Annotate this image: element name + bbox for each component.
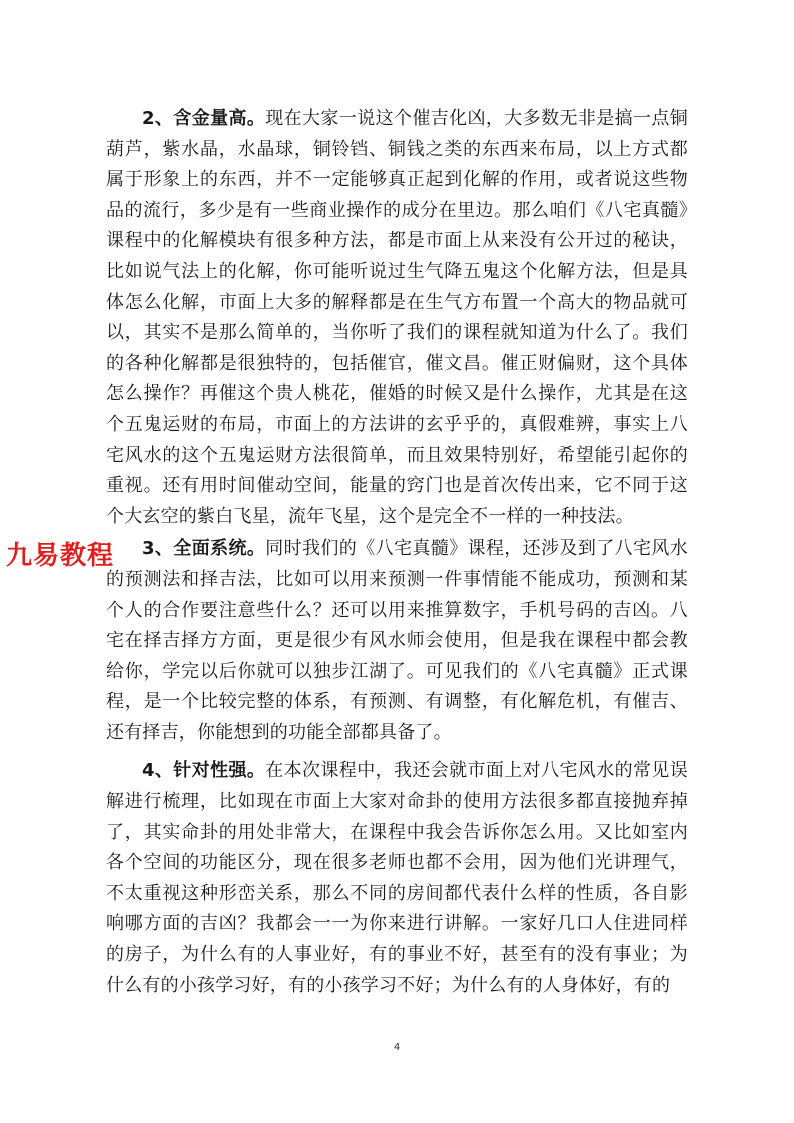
paragraph-text: 同时我们的《八宅真髓》课程，还涉及到了八宅风水的预测法和择吉法，比如可以用来预测一件事情能不能成功，预测和某个人的合作要注意些什么？还可以用来推算数字，手机号码的吉凶。八宅在择吉择方方面，更是很少有风水师会使用，但是我在课程中都会教给你，学完以后你就可以独步江湖了。可见我们的《八宅真髓》正式课程，是一个比较完整的体系，有预测、有调整，有化解危机，有催吉、还有择吉，你能想到的功能全部都具备了。 [106, 538, 688, 743]
body-text [106, 104, 688, 1001]
paragraph-heading: 2、含金量高。 [142, 108, 266, 129]
page-number: 4 [393, 1042, 401, 1053]
paragraph-heading: 4、针对性强。 [142, 760, 266, 782]
paragraph-4 [106, 756, 688, 1001]
paragraph-text: 在本次课程中，我还会就市面上对八宅风水的常见误解进行梳理，比如现在市面上大家对命卦的使用方法很多都直接抛弃掉了，其实命卦的用处非常大，在课程中我会告诉你怎么用。又比如室内各个空间的功能区分，现在很多老师也都不会用，因为他们光讲理气，不太重视这种形峦关系，那么不同的房间都代表什么样的性质，各自影响哪方面的吉凶？我都会一一为你来进行讲解。一家好几口人住进同样的房子，为什么有的人事业好，有的事业不好，甚至有的没有事业；为什么有的小孩学习好，有的小孩学习不好；为什么有的人身体好，有的 [106, 760, 688, 996]
watermark-text: 九易教程 [6, 541, 115, 571]
paragraph-heading: 3、全面系统。 [142, 538, 266, 560]
paragraph-3 [106, 534, 688, 748]
paragraph-2 [106, 104, 688, 532]
paragraph-text: 现在大家一说这个催吉化凶，大多数无非是搞一点铜葫芦，紫水晶，水晶球，铜铃铛、铜钱之类的东西来布局，以上方式都属于形象上的东西，并不一定能够真正起到化解的作用，或者说这些物品的流行，多少是有一些商业操作的成分在里边。那么咱们《八宅真髓》课程中的化解模块有很多种方法，都是市面上从来没有公开过的秘诀，比如说气法上的化解，你可能听说过生气降五鬼这个化解方法，但是具体怎么化解，市面上大多的解释都是在生气方布置一个高大的物品就可以，其实不是那么简单的，当你听了我们的课程就知道为什么了。我们的各种化解都是很独特的，包括催官，催文昌。催正财偏财，这个具体怎么操作？再催这个贵人桃花，催婚的时候又是什么操作，尤其是在这个五鬼运财的布局，市面上的方法讲的玄乎乎的，真假难辨，事实上八宅风水的这个五鬼运财方法很简单，而且效果特别好，希望能引起你的重视。还有用时间催动空间，能量的窍门也是首次传出来，它不同于这个大玄空的紫白飞星，流年飞星，这个是完全不一样的一种技法。 [106, 108, 688, 527]
